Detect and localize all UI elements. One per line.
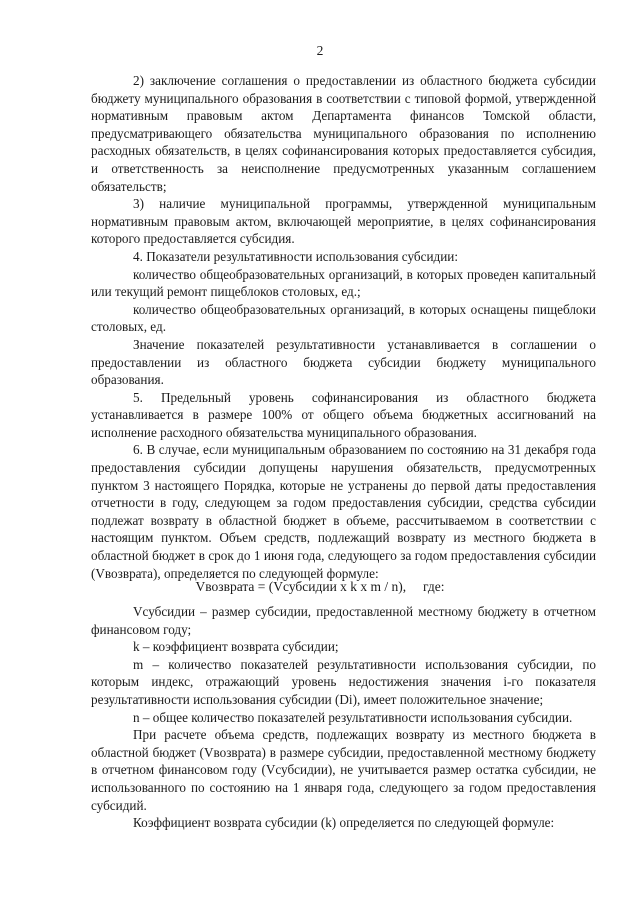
paragraph-section-5: 5. Предельный уровень софинансирования из областного бюджета устанавливается в размере 100% от общего объема бюджетных ассигнований на исполнение расходного обязательства муниципального образования. — [91, 389, 596, 440]
paragraph-remainder-note: При расчете объема средств, подлежащих возврату из местного бюджета в областной бюджет (Vвозврата) в размере субсидии, предоставленной местному бюджету в отчетном финансовом году (Vсубсидии), не учитывается размер остатка субсидии, не использованного по состоянию на 1 января года, следующего за годом предоставления субсидий. — [91, 727, 596, 813]
page-number: 2 — [316, 43, 324, 58]
paragraph-indicator-equipment: количество общеобразовательных организаций, в которых оснащены пищеблоки столовых, ед. — [91, 301, 596, 335]
definition-m: m – количество показателей результативности использования субсидии, по которым индекс, отражающий уровень недостижения значения i-го показателя результативности использования субсидии (Di), имеет положительное значение; — [91, 656, 596, 707]
bottom-text-block — [91, 603, 596, 832]
paragraph-coefficient-heading: Коэффициент возврата субсидии (k) определяется по следующей формуле: — [133, 815, 555, 831]
paragraph-condition-3: 3) наличие муниципальной программы, утвержденной муниципальным нормативным правовым актом, включающей мероприятие, в целях софинансирования которого предоставляется субсидия. — [91, 196, 596, 247]
paragraph-section-4-heading: 4. Показатели результативности использования субсидии: — [133, 248, 459, 264]
paragraph-condition-2: 2) заключение соглашения о предоставлении из областного бюджета субсидии бюджету муниципального образования в соответствии с типовой формой, утвержденной нормативным правовым актом Департамента финансов Томской области, предусматривающего обязательства муниципального образования по исполнению расходных обязательств, в целях софинансирования которых предоставляется субсидия, и ответственность за неисполнение предусмотренных указанным соглашением обязательств; — [91, 73, 596, 194]
definition-k: k – коэффициент возврата субсидии; — [133, 639, 339, 655]
top-text-block — [91, 72, 596, 582]
paragraph-section-6: 6. В случае, если муниципальным образованием по состоянию на 31 декабря года предоставления субсидии допущены нарушения обязательств, предусмотренных пунктом 3 настоящего Порядка, которые не устранены до первой даты предоставления отчетности в году, следующем за годом предоставления субсидии, средства субсидии подлежат возврату в областной бюджет в объеме, рассчитываемом в соответствии с настоящим пунктом. Объем средств, подлежащий возврату из местного бюджета в областной бюджет в срок до 1 июня года, следующего за годом предоставления субсидии (Vвозврата), определяется по следующей формуле: — [91, 442, 596, 581]
paragraph-indicator-repair: количество общеобразовательных организаций, в которых проведен капитальный или текущий ремонт пищеблоков столовых, ед.; — [91, 266, 596, 300]
paragraph-indicator-value: Значение показателей результативности устанавливается в соглашении о предоставлении из областного бюджета субсидии бюджету муниципального образования. — [91, 336, 596, 388]
refund-formula: Vвозврата = (Vсубсидии x k x m / n), где: — [195, 579, 445, 594]
definition-vsubsidii: Vсубсидии – размер субсидии, предоставленной местному бюджету в отчетном финансовом году; — [91, 604, 596, 637]
definition-n: n – общее количество показателей результативности использования субсидии. — [133, 709, 573, 725]
